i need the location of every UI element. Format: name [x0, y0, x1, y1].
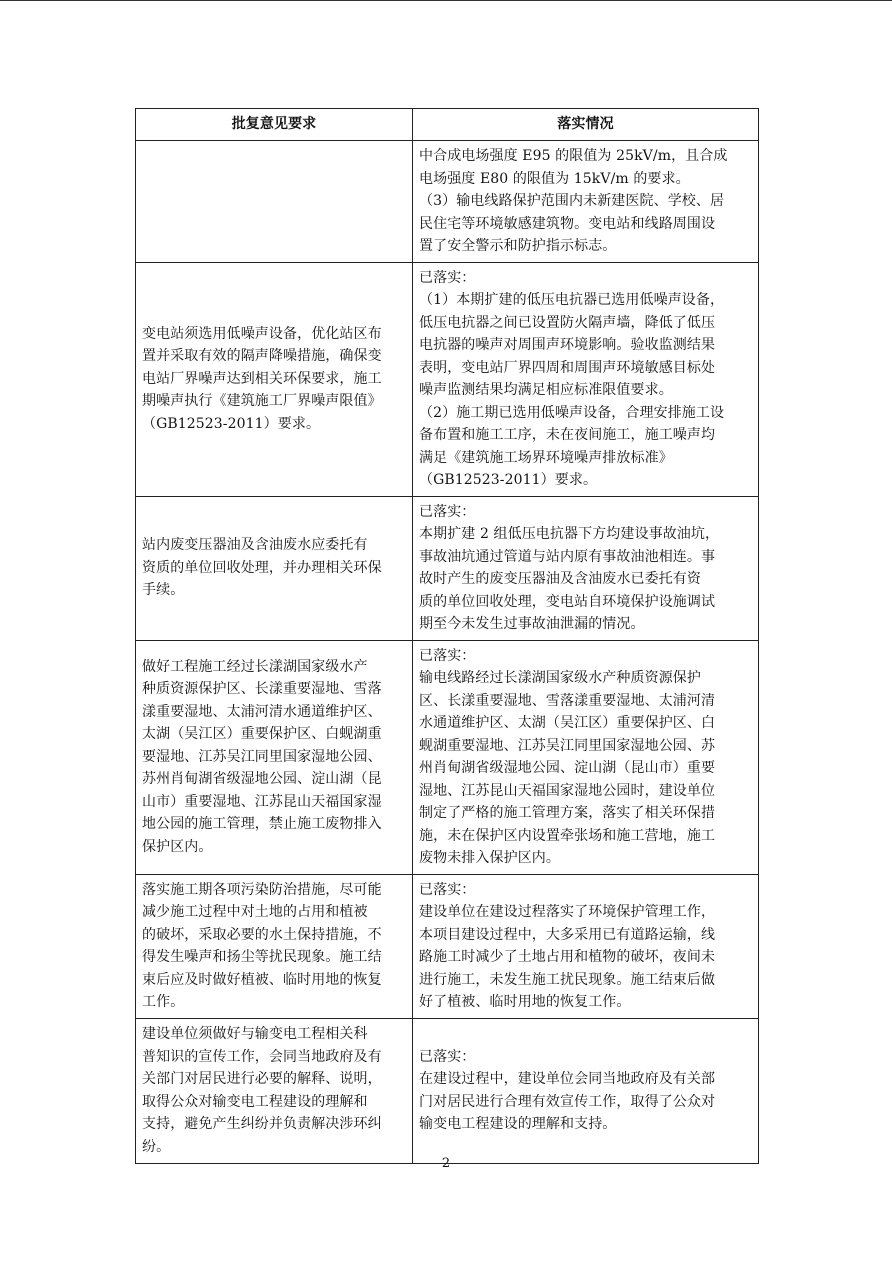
requirement-line: 保护区内。 [142, 838, 213, 855]
implementation-line: 本项目建设过程中，大多采用已有道路运输，线 [419, 926, 716, 943]
implementation-line: 州肖甸湖省级湿地公园、淀山湖（昆山市）重要 [419, 760, 716, 776]
implementation-line: 质的单位回收处理，变电站自环境保护设施调试 [419, 593, 716, 610]
implementation-line: 区、长漾重要湿地、雪落漾重要湿地、太浦河清 [419, 692, 716, 709]
requirement-line: 得发生噪声和扬尘等扰民现象。施工结 [142, 949, 382, 965]
requirement-line: 电站厂界噪声达到相关环保要求，施工 [142, 370, 382, 387]
implementation-line: 门对居民进行合理有效宣传工作，取得了公众对 [419, 1093, 716, 1110]
implementation-line: 期至今未发生过事故油泄漏的情况。 [419, 616, 645, 632]
requirement-line: 工作。 [142, 994, 185, 1010]
implementation-line: 噪声监测结果均满足相应标准限值要求。 [419, 382, 673, 398]
implementation-line: 已落实： [419, 269, 476, 286]
approval-implementation-table [135, 108, 759, 1164]
requirement-line: 支持，避免产生纠纷并负责解决涉环纠 [142, 1116, 382, 1132]
implementation-cell [413, 262, 759, 496]
requirement-line: 太湖（吴江区）重要保护区、白蚬湖重 [142, 726, 382, 743]
implementation-line: 蚬湖重要湿地、江苏吴江同里国家湿地公园、苏 [419, 737, 716, 754]
implementation-cell [413, 141, 759, 263]
requirement-line: 变电站须选用低噪声设备，优化站区布 [142, 325, 382, 342]
implementation-line: 输变电工程建设的理解和支持。 [419, 1116, 617, 1132]
implementation-line: 水通道维护区、太湖（吴江区）重要保护区、白 [419, 715, 716, 731]
implementation-line: 低压电抗器之间已设置防火隔声墙，降低了低压 [419, 314, 716, 331]
implementation-line: 备布置和施工工序，未在夜间施工，施工噪声均 [419, 427, 716, 443]
implementation-line: 在建设过程中，建设单位会同当地政府及有关部 [419, 1071, 716, 1087]
requirement-line: 手续。 [142, 582, 185, 599]
implementation-line: 已落实： [419, 1048, 476, 1065]
requirement-cell [136, 262, 413, 496]
implementation-line: 好了植被、临时用地的恢复工作。 [419, 994, 631, 1010]
requirement-line: 建设单位须做好与输变电工程相关科 [142, 1026, 368, 1042]
implementation-line: 输电线路经过长漾湖国家级水产种质资源保护 [419, 670, 701, 686]
implementation-cell [413, 1018, 759, 1163]
implementation-line: 电抗器的噪声对周围声环境影响。验收监测结果 [419, 337, 716, 353]
requirement-line: 落实施工期各项污染防治措施，尽可能 [142, 881, 382, 898]
implementation-line: 中合成电场强度 E95 的限值为 25kV/m，且合成 [419, 148, 728, 164]
requirement-cell [136, 1018, 413, 1163]
implementation-line: 事故油坑通过管道与站内原有事故油池相连。事 [419, 548, 716, 565]
page-number: 2 [441, 1156, 451, 1171]
requirement-cell [136, 141, 413, 263]
implementation-line: 湿地、江苏昆山天福国家湿地公园时，建设单位 [419, 782, 716, 799]
implementation-line: 民住宅等环境敏感建筑物。变电站和线路周围设 [419, 215, 716, 232]
implementation-line: （1）本期扩建的低压电抗器已选用低噪声设备， [419, 292, 725, 308]
implementation-line: 已落实： [419, 647, 476, 664]
table-row [136, 640, 759, 874]
top-border-line [0, 0, 892, 1]
requirement-line: 减少施工过程中对土地的占用和植被 [142, 904, 368, 920]
table-header-row [136, 109, 759, 141]
implementation-line: 制定了严格的施工管理方案，落实了相关环保措 [419, 805, 716, 821]
requirement-cell [136, 874, 413, 1018]
requirement-line: 苏州肖甸湖省级湿地公园、淀山湖（昆 [142, 771, 382, 788]
requirement-line: 期噪声执行《建筑施工厂界噪声限值》 [142, 393, 382, 410]
table-row [136, 1018, 759, 1163]
requirement-line: 取得公众对输变电工程建设的理解和 [142, 1093, 368, 1110]
header-implementation: 落实情况 [413, 109, 759, 141]
requirement-line: 山市）重要湿地、江苏昆山天福国家湿 [142, 793, 382, 810]
requirement-cell [136, 496, 413, 640]
implementation-line: 已落实： [419, 503, 476, 520]
table-row [136, 874, 759, 1018]
requirement-line: 资质的单位回收处理，并办理相关环保 [142, 559, 382, 576]
implementation-line: 路施工时减少了土地占用和植物的破坏，夜间未 [419, 949, 716, 965]
requirement-line: 的破坏，采取必要的水土保持措施，不 [142, 926, 382, 943]
implementation-cell [413, 874, 759, 1018]
implementation-line: 电场强度 E80 的限值为 15kV/m 的要求。 [419, 170, 690, 187]
table-row [136, 141, 759, 263]
implementation-line: 置了安全警示和防护指示标志。 [419, 238, 617, 254]
implementation-line: 故时产生的废变压器油及含油废水已委托有资 [419, 571, 701, 587]
implementation-line: 已落实： [419, 881, 476, 898]
implementation-line: 表明，变电站厂界四周和周围声环境敏感目标处 [419, 359, 716, 376]
requirement-line: 地公园的施工管理，禁止施工废物排入 [142, 816, 382, 833]
implementation-line: （3）输电线路保护范围内未新建医院、学校、居 [419, 193, 725, 209]
requirement-line: 关部门对居民进行必要的解释、说明， [142, 1071, 382, 1087]
implementation-line: 建设单位在建设过程落实了环境保护管理工作， [419, 904, 716, 920]
implementation-line: 满足《建筑施工场界环境噪声排放标准》 [419, 449, 673, 466]
implementation-cell [413, 496, 759, 640]
table-row [136, 496, 759, 640]
requirement-line: 漾重要湿地、太浦河清水通道维护区、 [142, 703, 382, 720]
requirement-line: 站内废变压器油及含油废水应委托有 [142, 537, 368, 554]
implementation-line: 废物未排入保护区内。 [419, 850, 560, 866]
requirement-line: 束后应及时做好植被、临时用地的恢复 [142, 971, 382, 988]
implementation-cell [413, 640, 759, 874]
requirement-line: 种质资源保护区、长漾重要湿地、雪落 [142, 681, 382, 698]
implementation-line: 本期扩建 2 组低压电抗器下方均建设事故油坑， [419, 526, 720, 542]
requirement-line: 普知识的宣传工作，会同当地政府及有 [142, 1048, 382, 1065]
requirement-line: 要湿地、江苏吴江同里国家湿地公园、 [142, 748, 382, 765]
requirement-line: 纷。 [142, 1138, 171, 1155]
table-row [136, 262, 759, 496]
implementation-line: （GB12523-2011）要求。 [419, 472, 598, 488]
header-requirements: 批复意见要求 [136, 109, 413, 141]
implementation-line: 进行施工，未发生施工扰民现象。施工结束后做 [419, 971, 716, 988]
requirement-line: （GB12523-2011）要求。 [142, 415, 321, 432]
requirement-line: 置并采取有效的隔声降噪措施，确保变 [142, 348, 382, 365]
requirement-line: 做好工程施工经过长漾湖国家级水产 [142, 658, 368, 675]
implementation-line: 施，未在保护区内设置牵张场和施工营地，施工 [419, 827, 716, 844]
requirement-cell [136, 640, 413, 874]
implementation-line: （2）施工期已选用低噪声设备，合理安排施工设 [419, 404, 725, 421]
